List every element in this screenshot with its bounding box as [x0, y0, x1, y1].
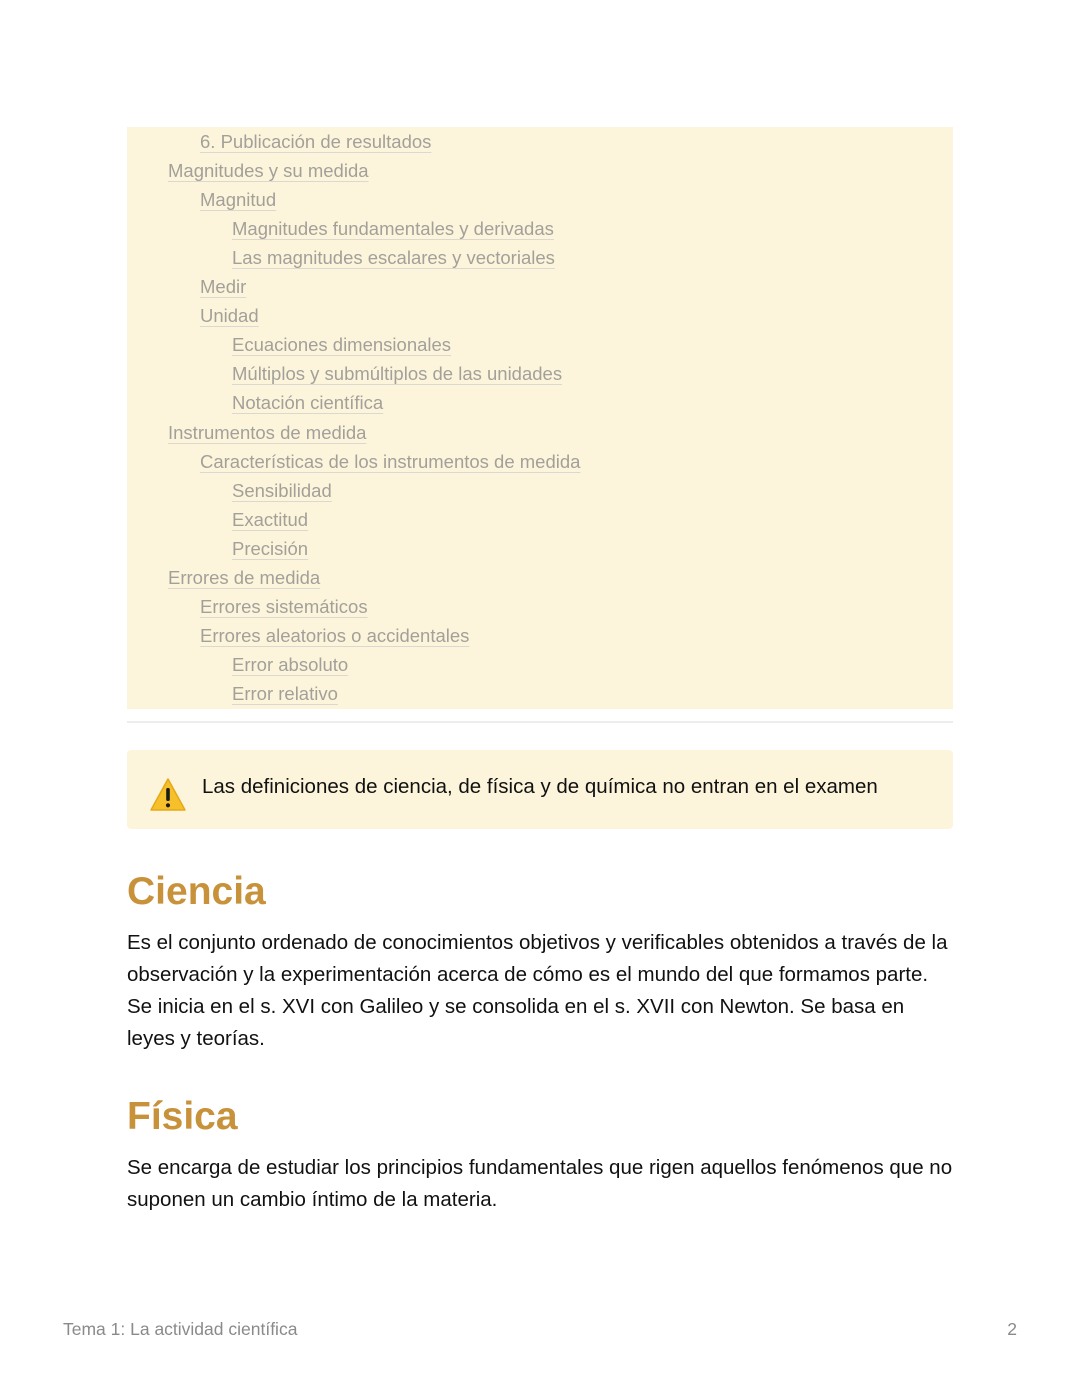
warning-callout: [127, 750, 953, 829]
toc-item-ecuaciones-dimensionales[interactable]: Ecuaciones dimensionales: [232, 334, 452, 355]
toc-item-publicacion-resultados[interactable]: 6. Publicación de resultados: [200, 131, 432, 152]
section-heading-fisica: Física: [127, 1095, 238, 1138]
section-body-ciencia: Es el conjunto ordenado de conocimientos objetivos y verificables obtenidos a través de la observación y la experimentación acerca de cómo es el mundo del que formamos parte. Se inicia en el s. XVI con Galileo y se consolida en el s. XVII con Newton. Se basa en leyes y teorías.: [127, 931, 948, 1050]
toc-item-multiplos-submultiplos[interactable]: Múltiplos y submúltiplos de las unidades: [232, 363, 563, 384]
toc-item-caracteristicas-instrumentos[interactable]: Características de los instrumentos de medida: [200, 451, 581, 472]
toc-item-sensibilidad[interactable]: Sensibilidad: [232, 480, 332, 501]
toc-item-escalares-vectoriales[interactable]: Las magnitudes escalares y vectoriales: [232, 247, 555, 268]
toc-item-magnitudes-medida[interactable]: Magnitudes y su medida: [168, 160, 369, 181]
toc-item-errores-aleatorios[interactable]: Errores aleatorios o accidentales: [200, 625, 470, 646]
warning-icon: [149, 776, 187, 814]
toc-item-notacion-cientifica[interactable]: Notación científica: [232, 392, 384, 413]
toc-item-errores-sistematicos[interactable]: Errores sistemáticos: [200, 596, 368, 617]
toc-item-exactitud[interactable]: Exactitud: [232, 509, 309, 530]
page-number: 2: [1007, 1319, 1017, 1339]
toc-item-unidad[interactable]: Unidad: [200, 305, 259, 326]
table-of-contents: [127, 127, 953, 709]
toc-item-instrumentos-medida[interactable]: Instrumentos de medida: [168, 422, 367, 443]
toc-item-medir[interactable]: Medir: [200, 276, 247, 297]
toc-item-precision[interactable]: Precisión: [232, 538, 309, 559]
callout-text: Las definiciones de ciencia, de física y de química no entran en el examen: [202, 775, 878, 798]
toc-item-fundamentales-derivadas[interactable]: Magnitudes fundamentales y derivadas: [232, 218, 554, 239]
toc-item-error-relativo[interactable]: Error relativo: [232, 683, 338, 704]
toc-item-magnitud[interactable]: Magnitud: [200, 189, 277, 210]
section-body-fisica: Se encarga de estudiar los principios fundamentales que rigen aquellos fenómenos que no suponen un cambio íntimo de la materia.: [127, 1156, 953, 1211]
toc-item-errores-medida[interactable]: Errores de medida: [168, 567, 321, 588]
toc-item-error-absoluto[interactable]: Error absoluto: [232, 654, 349, 675]
footer-title: Tema 1: La actividad científica: [63, 1319, 298, 1339]
section-heading-ciencia: Ciencia: [127, 870, 266, 913]
divider: [127, 721, 953, 723]
